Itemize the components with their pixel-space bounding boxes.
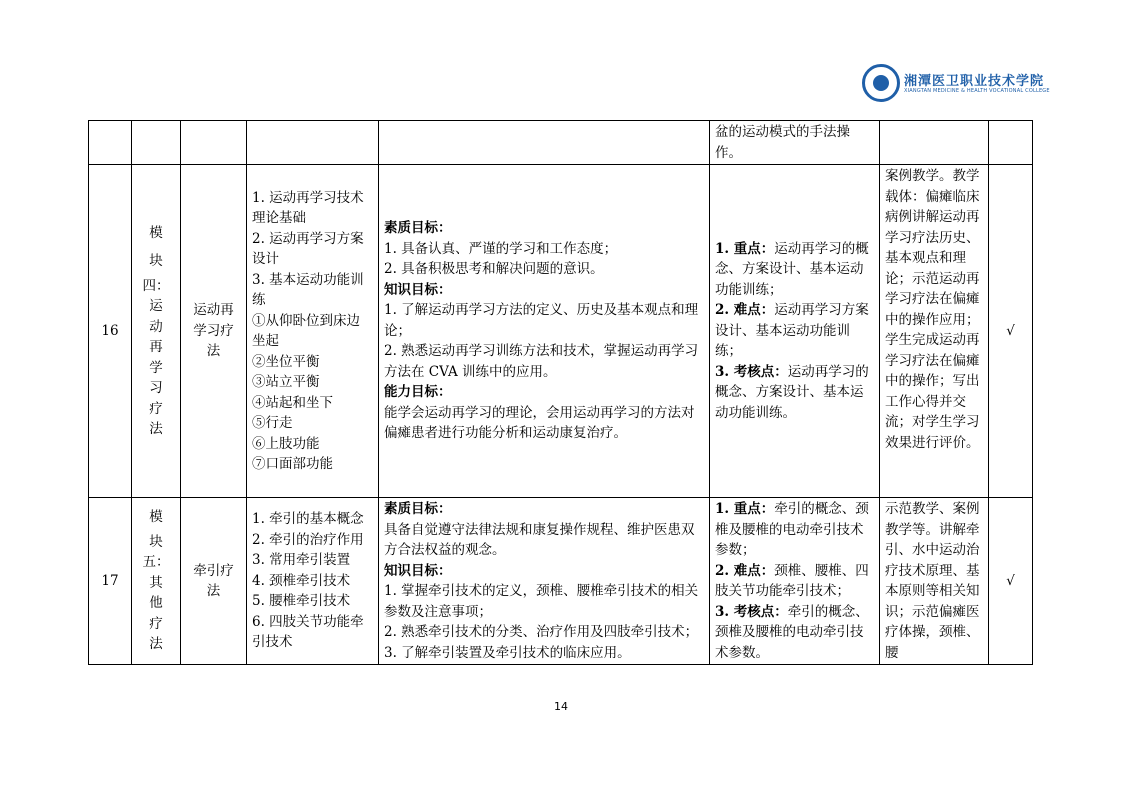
logo-title: 湘潭医卫职业技术学院 bbox=[904, 74, 1045, 89]
module-char: 四： bbox=[142, 277, 170, 294]
point-text: 运动再学习方案设计、基本运动功能训练； bbox=[715, 302, 869, 360]
method-line: 盆的运动模式的手法操 bbox=[715, 124, 850, 140]
content-item: 5. 腰椎牵引技术 bbox=[252, 593, 351, 610]
point-text: 牵引的概念、颈椎及腰椎的电动牵引技术参数； bbox=[715, 501, 869, 558]
num-cell bbox=[89, 121, 132, 165]
college-emblem-icon bbox=[862, 64, 900, 102]
module-char: 习 bbox=[149, 380, 163, 396]
goals-cell bbox=[379, 165, 710, 498]
module-char: 疗 bbox=[149, 615, 163, 632]
name-line: 法 bbox=[206, 343, 221, 360]
point-text: 颈椎、腰椎、四肢关节功能牵引技术； bbox=[715, 562, 869, 599]
point-item bbox=[715, 499, 874, 561]
content-item: 2. 牵引的治疗作用 bbox=[252, 531, 364, 548]
goal-item: 1. 了解运动再学习方法的定义、历史及基本观点和理论； bbox=[384, 302, 699, 339]
goals-cell bbox=[379, 498, 710, 665]
module-cell bbox=[132, 165, 181, 498]
row-number: 17 bbox=[89, 498, 132, 665]
module-char: 运 bbox=[149, 298, 163, 314]
goal-item: 2. 熟悉运动再学习训练方法和技术，掌握运动再学习方法在 CVA 训练中的应用。 bbox=[384, 343, 699, 380]
goal-item: 1. 掌握牵引技术的定义，颈椎、腰椎牵引技术的相关参数及注意事项； bbox=[384, 583, 699, 620]
module-char: 疗 bbox=[149, 400, 163, 417]
point-item bbox=[715, 362, 874, 424]
teaching-method-cell bbox=[880, 165, 989, 498]
point-item bbox=[715, 239, 874, 301]
check-mark: √ bbox=[989, 498, 1033, 665]
content-item: 3. 基本运动功能训练 bbox=[252, 271, 364, 308]
goal-heading: 素质目标： bbox=[384, 501, 452, 517]
content-item: 1. 牵引的基本概念 bbox=[252, 511, 364, 528]
content-item: ③站立平衡 bbox=[252, 374, 320, 390]
point-label: 1. 重点： bbox=[715, 501, 775, 517]
content-item: ⑤行走 bbox=[252, 415, 293, 431]
content-item: ②坐位平衡 bbox=[252, 353, 320, 370]
goal-item: 1. 具备认真、严谨的学习和工作态度； bbox=[384, 240, 618, 257]
module-cell bbox=[132, 498, 181, 665]
goal-item: 能学会运动再学习的理论，会用运动再学习的方法对偏瘫患者进行功能分析和运动康复治疗。 bbox=[384, 404, 695, 442]
content-cell bbox=[247, 165, 379, 498]
logo-subtitle: XIANGTAN MEDICINE & HEALTH VOCATIONAL COLLEGE bbox=[904, 88, 1050, 94]
point-text: 运动再学习的概念、方案设计、基本运动功能训练。 bbox=[715, 363, 869, 421]
point-label: 2. 难点： bbox=[715, 562, 775, 579]
content-item: ⑦口面部功能 bbox=[252, 456, 333, 472]
name-line: 学习疗 bbox=[193, 322, 234, 339]
content-item: 1. 运动再学习技术理论基础 bbox=[252, 189, 364, 226]
course-content-table bbox=[88, 120, 1033, 665]
point-label: 2. 难点： bbox=[715, 302, 775, 319]
college-logo bbox=[862, 64, 1050, 106]
key-points-cell bbox=[710, 498, 880, 665]
name-line: 牵引疗 bbox=[193, 562, 234, 579]
key-points-cell bbox=[710, 165, 880, 498]
goal-heading: 素质目标： bbox=[384, 220, 452, 237]
name-line: 运动再 bbox=[193, 302, 234, 319]
goal-heading: 知识目标： bbox=[384, 281, 452, 298]
content-item: 4. 颈椎牵引技术 bbox=[252, 572, 351, 589]
table-row bbox=[89, 121, 1033, 165]
point-text: 牵引的概念、颈椎及腰椎的电动牵引技术参数。 bbox=[715, 603, 869, 661]
goals-cell bbox=[379, 121, 710, 165]
point-label: 1. 重点： bbox=[715, 240, 775, 257]
point-label: 3. 考核点： bbox=[715, 603, 788, 620]
module-char: 块 bbox=[149, 253, 163, 269]
content-item: ①从仰卧位到床边坐起 bbox=[252, 312, 360, 349]
page-number: 14 bbox=[554, 700, 568, 713]
module-char: 法 bbox=[149, 636, 163, 653]
emblem-center bbox=[873, 75, 889, 91]
name-cell bbox=[181, 121, 247, 165]
module-cell bbox=[132, 121, 181, 165]
points-cell bbox=[710, 121, 880, 165]
module-char: 块 bbox=[149, 533, 163, 550]
module-char: 他 bbox=[149, 595, 163, 612]
name-line: 法 bbox=[206, 583, 221, 599]
module-char: 法 bbox=[149, 421, 163, 437]
goal-item: 3. 了解牵引装置及牵引技术的临床应用。 bbox=[384, 644, 631, 661]
module-char: 模 bbox=[149, 224, 163, 241]
module-char: 动 bbox=[149, 318, 163, 335]
content-item: 2. 运动再学习方案设计 bbox=[252, 230, 364, 267]
goal-heading: 知识目标： bbox=[384, 562, 452, 579]
content-item: 3. 常用牵引装置 bbox=[252, 552, 351, 569]
table-row bbox=[89, 498, 1033, 665]
content-item: ⑥上肢功能 bbox=[252, 435, 320, 452]
project-name-cell bbox=[181, 498, 247, 665]
method-line: 作。 bbox=[715, 144, 742, 161]
point-item bbox=[715, 300, 874, 362]
teaching-method-cell bbox=[880, 498, 989, 665]
goal-item: 具备自觉遵守法律法规和康复操作规程、维护医患双方合法权益的观念。 bbox=[384, 521, 695, 558]
content-cell bbox=[247, 498, 379, 665]
method-cell bbox=[880, 121, 989, 165]
point-item bbox=[715, 602, 874, 664]
point-item bbox=[715, 561, 874, 602]
content-item: ④站起和坐下 bbox=[252, 394, 333, 411]
content-item: 6. 四肢关节功能牵引技术 bbox=[252, 613, 364, 651]
method-text: 案例教学。教学载体：偏瘫临床病例讲解运动再学习疗法历史、基本观点和理论；示范运动再学习疗法在偏瘫中的操作应用；学生完成运动再学习疗法在偏瘫中的操作；写出工作心得并交流；对学生学习效果进行评价。 bbox=[885, 168, 980, 451]
project-name-cell bbox=[181, 165, 247, 498]
check-mark: √ bbox=[989, 165, 1033, 498]
check-cell bbox=[989, 121, 1033, 165]
goal-heading: 能力目标： bbox=[384, 384, 452, 401]
module-char: 学 bbox=[149, 359, 163, 376]
module-char: 再 bbox=[149, 339, 163, 355]
goal-item: 2. 熟悉牵引技术的分类、治疗作用及四肢牵引技术； bbox=[384, 624, 699, 640]
method-text: 示范教学、案例教学等。讲解牵引、水中运动治疗技术原理、基本原则等相关知识；示范偏瘫医疗体操，颈椎、腰 bbox=[885, 501, 980, 661]
table-row bbox=[89, 165, 1033, 498]
content-cell bbox=[247, 121, 379, 165]
goal-item: 2. 具备积极思考和解决问题的意识。 bbox=[384, 261, 604, 278]
module-char: 模 bbox=[149, 509, 163, 526]
module-char: 五： bbox=[142, 554, 170, 571]
row-number: 16 bbox=[89, 165, 132, 498]
point-label: 3. 考核点： bbox=[715, 363, 788, 380]
module-char: 其 bbox=[149, 574, 163, 591]
point-text: 运动再学习的概念、方案设计、基本运动功能训练； bbox=[715, 240, 869, 298]
